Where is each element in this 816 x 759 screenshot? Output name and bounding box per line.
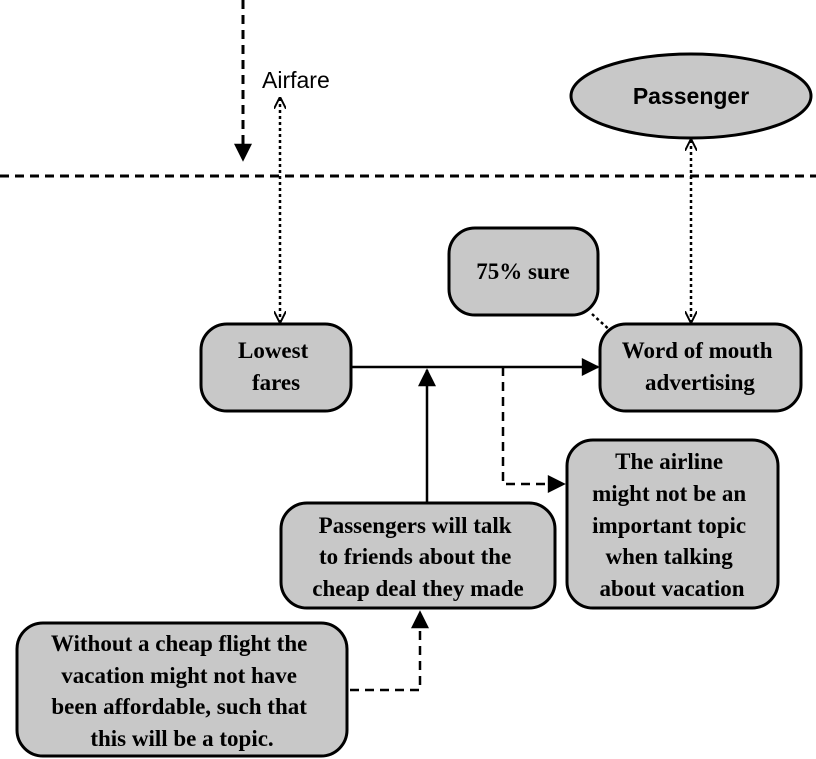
rebuttal-arrow [503,367,564,484]
cheap-flight-text: Without a cheap flight the vacation might not have been affordable, such that this will be a topic. [50,631,308,751]
backing-arrow [350,612,420,690]
passenger-label: Passenger [632,83,750,109]
confidence-text: 75% sure [476,259,570,284]
lowest-fares-text: Lowest fares [237,338,309,395]
airfare-label: Airfare [262,67,330,93]
passengers-talk-text: Passengers will talk to friends about the cheap deal they made [312,513,524,601]
word-of-mouth-text: Word of mouth advertising [621,338,773,395]
airline-topic-text: The airline might not be an important topic when talking about vacation [592,449,747,601]
